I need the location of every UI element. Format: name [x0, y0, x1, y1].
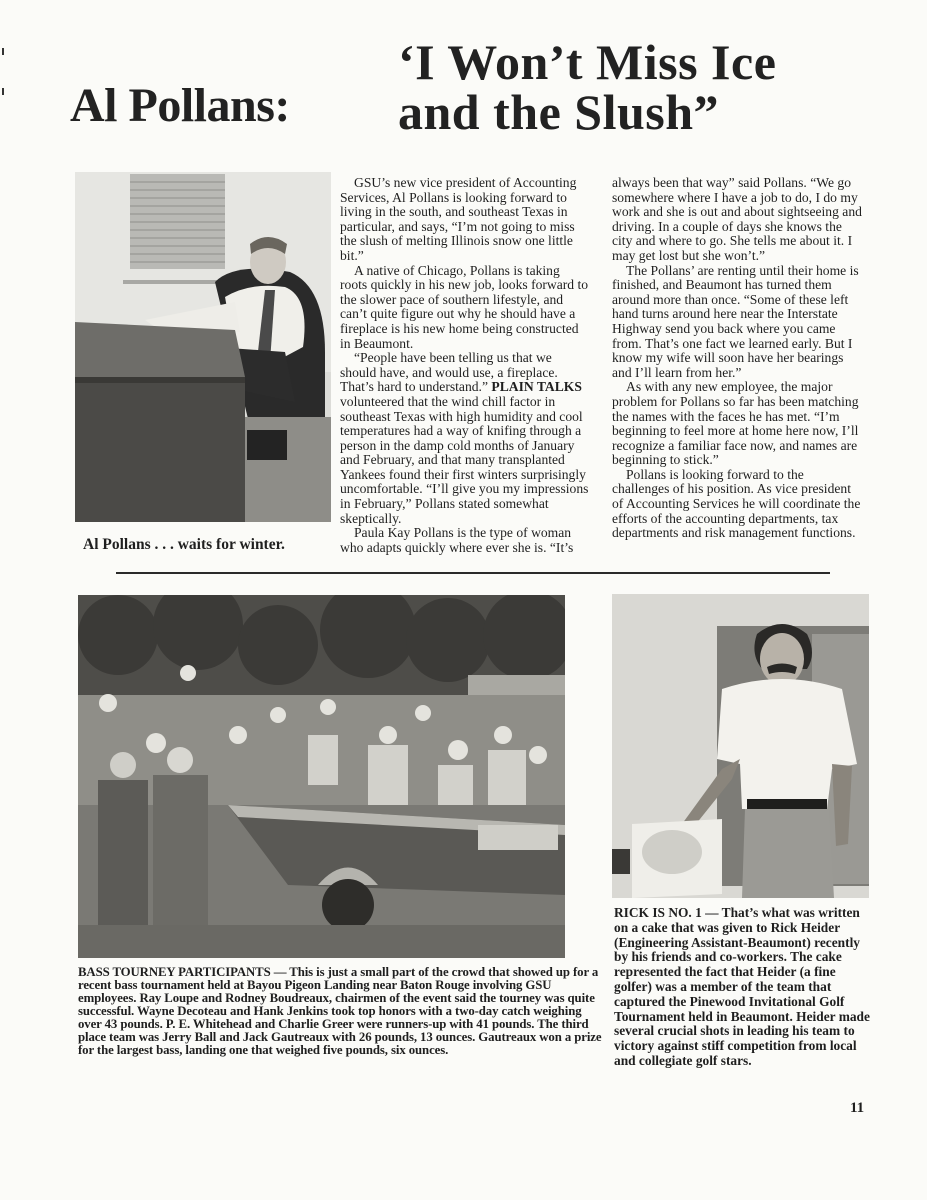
quote-text: “People have been telling us that we should have, and would use, a fireplace. That’s hard to understand.” [340, 350, 558, 395]
article-paragraph: always been that way” said Pollans. “We go somewhere where I have a job to do, I do my work and she is out and about sightseeing and driving. In a couple of days she knows the city and where to go. She tells me about it. I may get lost but she won’t.” [612, 175, 862, 263]
article-column-1 [340, 176, 590, 555]
article-text: volunteered that the wind chill factor in southeast Texas with high humidity and cool temperatures had a way of knifing through a person in the damp cold months of January and February, and that many transplanted Yankees found their first winters surprisingly uncomfortable. “I’ll give you my impressions in February,” Pollans stated somewhat skeptically. [340, 393, 589, 526]
article-paragraph: Pollans is looking forward to the challenges of his position. As vice president of Accounting Services he will coordinate the efforts of the accounting departments, tax departments and risk management functions. [612, 466, 861, 541]
rick-heider-caption: RICK IS NO. 1 — That’s what was written on a cake that was given to Rick Heider (Engineering Assistant-Beaumont) recently by his friends and co-workers. The cake represented the fact that Heider (a fine golfer) was a member of the team that captured the Pinewood Invitational Golf Tournament held in Beaumont. Heider made several crucial shots in leading his team to victory against stiff competition from local and collegiate golf stars. [614, 905, 870, 1068]
bass-tourney-photo [78, 595, 565, 958]
pollans-photo-caption: Al Pollans . . . waits for winter. [83, 536, 285, 553]
page-number: 11 [850, 1100, 865, 1116]
article-paragraph: A native of Chicago, Pollans is taking roots quickly in his new job, looks forward to the slower pace of southern lifestyle, and can’t quite figure out why he should have a fireplace is his new home being constructed in Beaumont. [340, 262, 589, 351]
article-column-2 [612, 176, 862, 541]
article-paragraph: GSU’s new vice president of Accounting Services, Al Pollans is looking forward to living in the south, and southeast Texas in particular, and says, “I’m not going to miss the slush of melting Illinois snow one little bit.” [340, 175, 577, 263]
section-divider [116, 572, 830, 574]
article-paragraph: Paula Kay Pollans is the type of woman who adapts quickly where ever she is. “It’s [340, 525, 574, 555]
binding-mark [2, 88, 4, 95]
headline-quote-line1: ‘I Won’t Miss Ice [398, 34, 777, 90]
article-paragraph: As with any new employee, the major problem for Pollans so far has been matching the names with the faces he has met. “I’m beginning to feel more at home here now, I’ll recognize a familiar face now, and names are beginning to stick.” [612, 379, 859, 468]
article-paragraph: The Pollans’ are renting until their home is finished, and Beaumont has turned them around more than once. “Some of these left hand turns around here near the Interstate Highway send you back where you came from. That’s one fact we learned early. But I know my wife will soon have her bearings and I’ll learn from her.” [612, 262, 859, 380]
binding-mark [2, 48, 4, 55]
rick-heider-photo [612, 594, 869, 898]
pollans-photo [75, 172, 331, 522]
headline-name: Al Pollans: [70, 79, 290, 132]
article-paragraph [340, 351, 590, 526]
publication-name: PLAIN TALKS [491, 379, 582, 395]
headline-quote [398, 34, 777, 140]
headline-quote-line2: and the Slush” [398, 84, 720, 140]
bass-tourney-caption: BASS TOURNEY PARTICIPANTS — This is just a small part of the crowd that showed up for a recent bass tournament held at Bayou Pigeon Landing near Baton Rouge involving GSU employees. Ray Loupe and Rodney Boudreaux, chairmen of the event said the tourney was quite successful. Wayne Decoteau and Hank Jenkins took top honors with a two-day catch weighing over 43 pounds. P. E. Whitehead and Charlie Greer were runners-up with 41 pounds. The third place team was Jerry Ball and Jack Gautreaux with 26 pounds, 13 ounces. Gautreaux won a prize for the largest bass, landing one that weighed five pounds, six ounces. [78, 965, 602, 1057]
